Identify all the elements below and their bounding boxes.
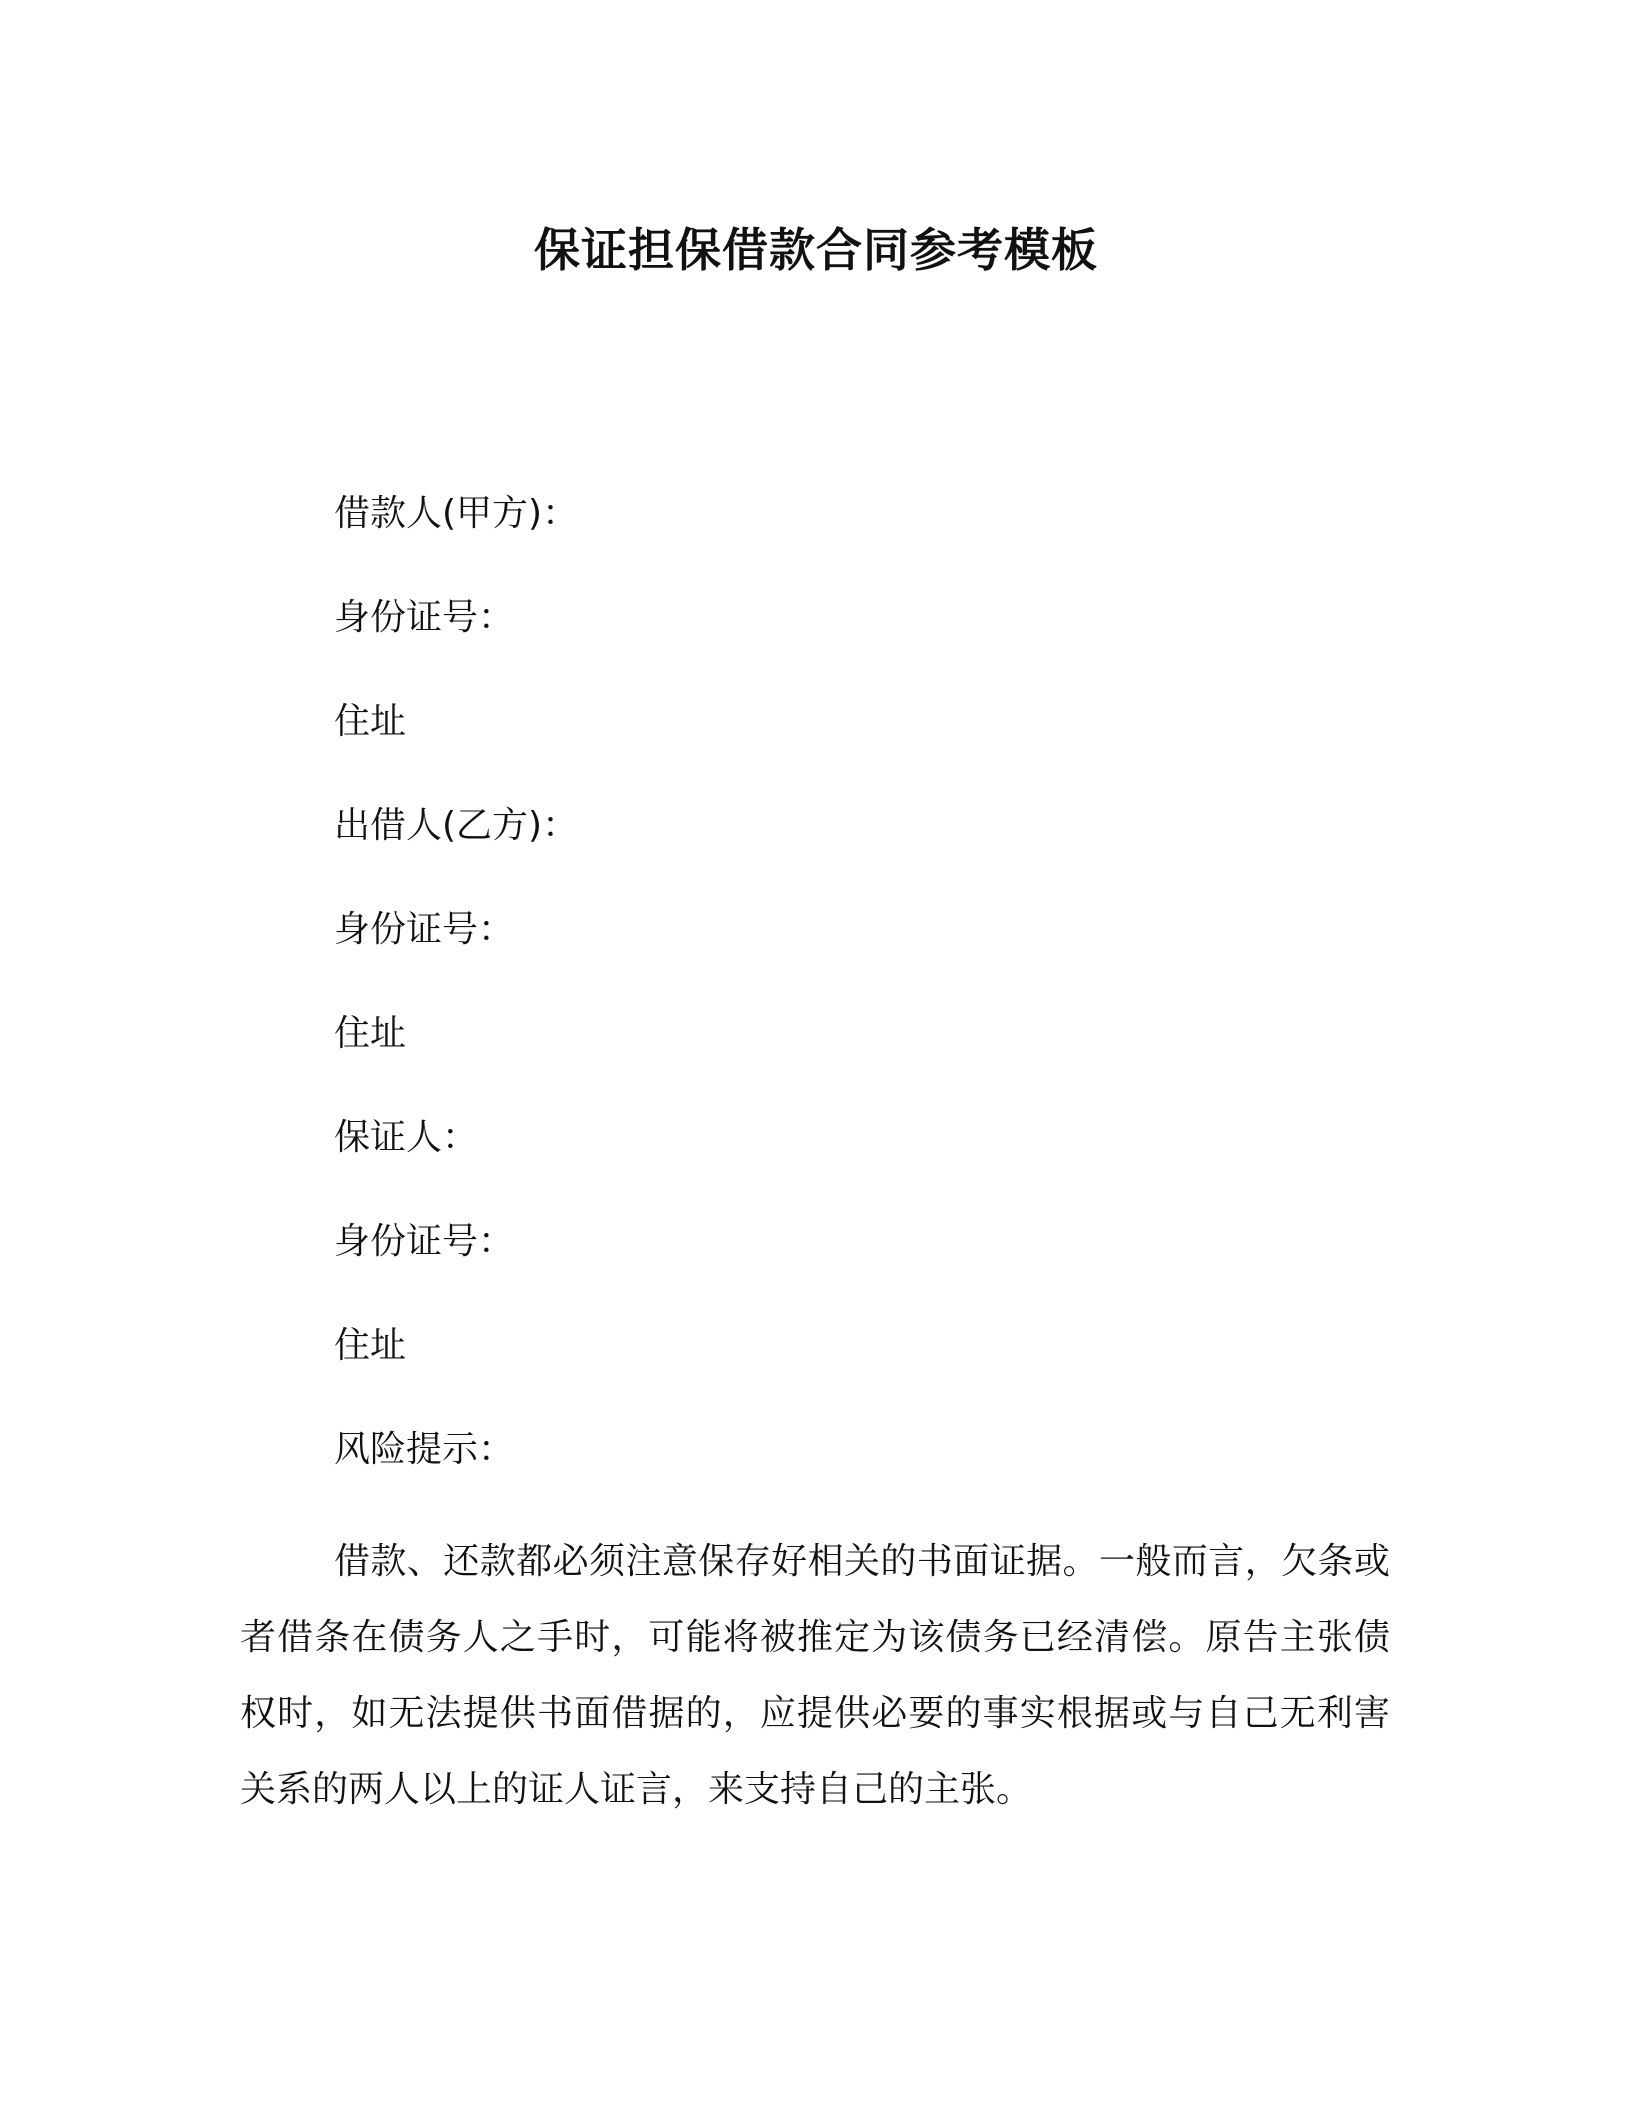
document-title: 保证担保借款合同参考模板: [534, 223, 1098, 277]
lender-address-label: 住址: [334, 1013, 407, 1054]
party-fields: [334, 488, 1434, 1528]
guarantor-label: 保证人：: [334, 1117, 479, 1158]
borrower-id-label: 身份证号：: [334, 597, 515, 638]
borrower-label: 借款人(甲方)：: [334, 493, 579, 534]
risk-notice-heading: 风险提示：: [334, 1429, 515, 1470]
lender-id-label: 身份证号：: [334, 909, 515, 950]
lender-label: 出借人(乙方)：: [334, 805, 579, 846]
guarantor-address-label: 住址: [334, 1325, 407, 1366]
borrower-address-label: 住址: [334, 701, 407, 742]
risk-notice-paragraph: 借款、还款都必须注意保存好相关的书面证据。一般而言，欠条或者借条在债务人之手时，可能将被推定为该债务已经清偿。原告主张债权时，如无法提供书面借据的，应提供必要的事实根据或与自己无利害关系的两人以上的证人证言，来支持自己的主张。: [240, 1541, 1390, 1810]
guarantor-id-label: 身份证号：: [334, 1221, 515, 1262]
